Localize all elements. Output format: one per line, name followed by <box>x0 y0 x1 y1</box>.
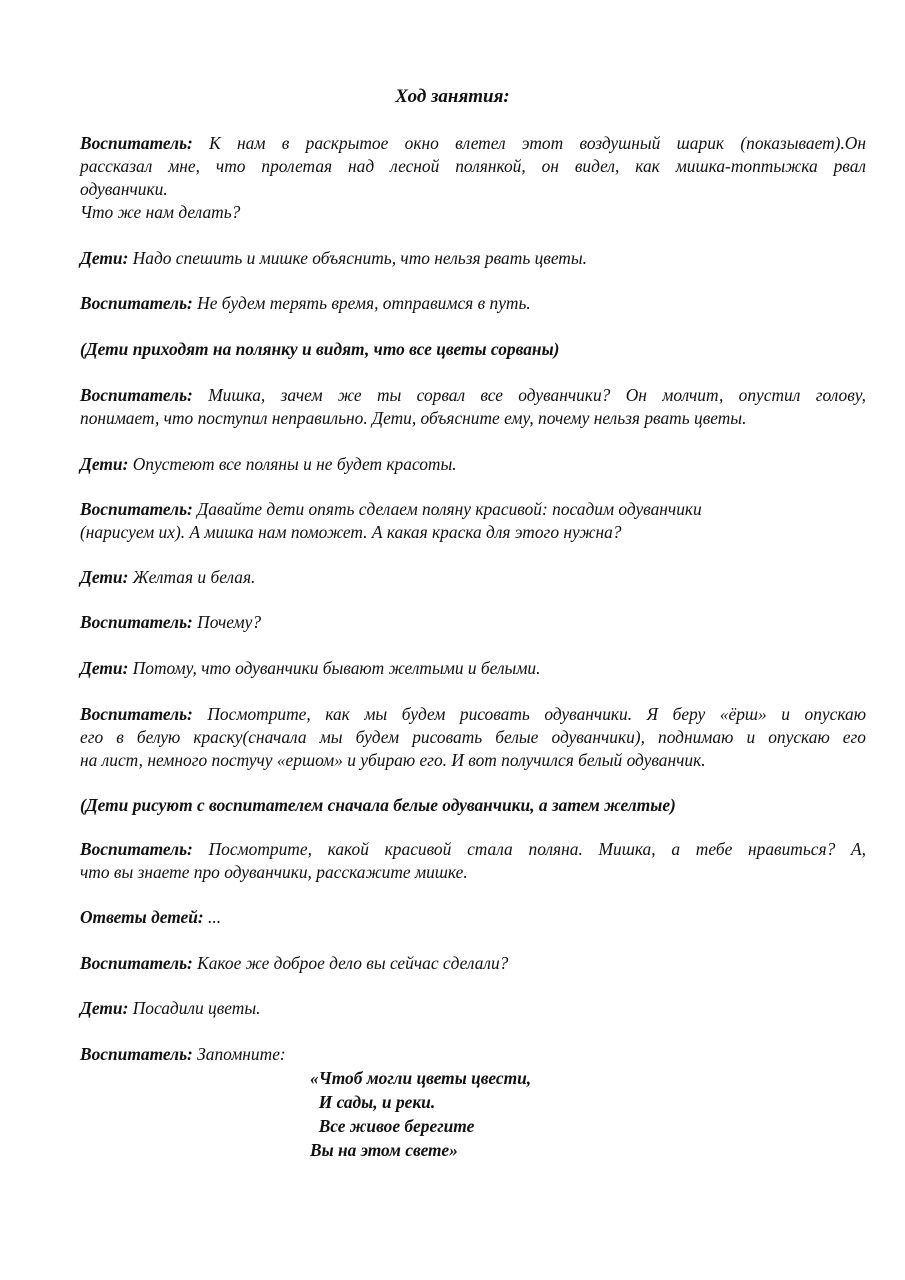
speaker-label: Воспитатель: <box>80 839 193 859</box>
speaker-label: Дети: <box>80 658 129 678</box>
dialogue-text: Какое же доброе дело вы сейчас сделали? <box>192 953 509 973</box>
speaker-label: Воспитатель: <box>80 385 193 405</box>
dialogue-paragraph <box>80 997 866 1020</box>
page-title: Ход занятия: <box>395 86 510 107</box>
poem-line: Вы на этом свете» <box>310 1140 458 1160</box>
dialogue-text: Посмотрите, как мы будем рисовать одуванчики. Я беру «ёрш» и опускаю <box>192 704 866 724</box>
dialogue-paragraph <box>80 906 866 929</box>
dialogue-paragraph <box>80 453 866 476</box>
dialogue-text: Желтая и белая. <box>128 567 256 587</box>
dialogue-text: Надо спешить и мишке объяснить, что нельзя рвать цветы. <box>128 248 587 268</box>
dialogue-text: К нам в раскрытое окно влетел этот воздушный шарик (показывает).Он <box>192 133 866 153</box>
dialogue-text: Давайте дети опять сделаем поляну красивой: посадим одуванчики <box>192 499 702 519</box>
dialogue-paragraph <box>80 247 866 270</box>
dialogue-paragraph <box>80 292 866 315</box>
poem-line: «Чтоб могли цветы цвести, <box>310 1068 532 1088</box>
speaker-label: Воспитатель: <box>80 133 193 153</box>
dialogue-paragraph <box>80 657 866 680</box>
poem-line: Все живое берегите <box>310 1116 475 1136</box>
dialogue-text: Опустеют все поляны и не будет красоты. <box>128 454 457 474</box>
dialogue-line: рассказал мне, что пролетая над лесной полянкой, он видел, как мишка-топтыжка рвал <box>80 156 866 176</box>
poem <box>310 1066 531 1162</box>
dialogue-line <box>80 132 866 155</box>
dialogue-text: Запомните: <box>192 1044 286 1064</box>
dialogue-line: (нарисуем их). А мишка нам поможет. А какая краска для этого нужна? <box>80 522 622 542</box>
speaker-label: Воспитатель: <box>80 612 193 632</box>
dialogue-paragraph <box>80 703 866 772</box>
dialogue-line <box>80 703 866 726</box>
dialogue-paragraph <box>80 566 866 589</box>
dialogue-paragraph <box>80 952 866 975</box>
dialogue-text: Почему? <box>192 612 262 632</box>
dialogue-line: на лист, немного постучу «ершом» и убираю его. И вот получился белый одуванчик. <box>80 750 706 770</box>
speaker-label: Ответы детей: <box>80 907 204 927</box>
dialogue-paragraph <box>80 132 866 224</box>
speaker-label: Дети: <box>80 454 129 474</box>
speaker-label: Дети: <box>80 998 129 1018</box>
dialogue-line: одуванчики. <box>80 179 168 199</box>
dialogue-paragraph <box>80 498 866 544</box>
dialogue-line <box>80 498 866 521</box>
dialogue-line <box>80 838 866 861</box>
speaker-label: Воспитатель: <box>80 1044 193 1064</box>
dialogue-line <box>80 384 866 407</box>
dialogue-text: Не будем терять время, отправимся в путь. <box>192 293 531 313</box>
dialogue-paragraph <box>80 384 866 430</box>
speaker-label: Дети: <box>80 567 129 587</box>
stage-direction: (Дети рисуют с воспитателем сначала белые одуванчики, а затем желтые) <box>80 795 676 815</box>
dialogue-text: Потому, что одуванчики бывают желтыми и белыми. <box>128 658 541 678</box>
speaker-label: Воспитатель: <box>80 293 193 313</box>
dialogue-line: его в белую краску(сначала мы будем рисовать белые одуванчики), поднимаю и опускаю его <box>80 727 866 747</box>
dialogue-text: Посадили цветы. <box>128 998 261 1018</box>
stage-direction: (Дети приходят на полянку и видят, что все цветы сорваны) <box>80 339 560 359</box>
dialogue-line: что вы знаете про одуванчики, расскажите мишке. <box>80 862 468 882</box>
dialogue-text: Мишка, зачем же ты сорвал все одуванчики? Он молчит, опустил голову, <box>192 385 866 405</box>
speaker-label: Воспитатель: <box>80 499 193 519</box>
dialogue-line: понимает, что поступил неправильно. Дети, объясните ему, почему нельзя рвать цветы. <box>80 408 747 428</box>
poem-line: И сады, и реки. <box>310 1092 436 1112</box>
speaker-label: Воспитатель: <box>80 953 193 973</box>
dialogue-paragraph <box>80 838 866 884</box>
dialogue-paragraph <box>80 611 866 634</box>
dialogue-line: Что же нам делать? <box>80 202 241 222</box>
speaker-label: Воспитатель: <box>80 704 193 724</box>
dialogue-text: ... <box>203 907 222 927</box>
dialogue-text: Посмотрите, какой красивой стала поляна. Мишка, а тебе нравиться? А, <box>192 839 866 859</box>
speaker-label: Дети: <box>80 248 129 268</box>
dialogue-paragraph <box>80 1043 866 1066</box>
